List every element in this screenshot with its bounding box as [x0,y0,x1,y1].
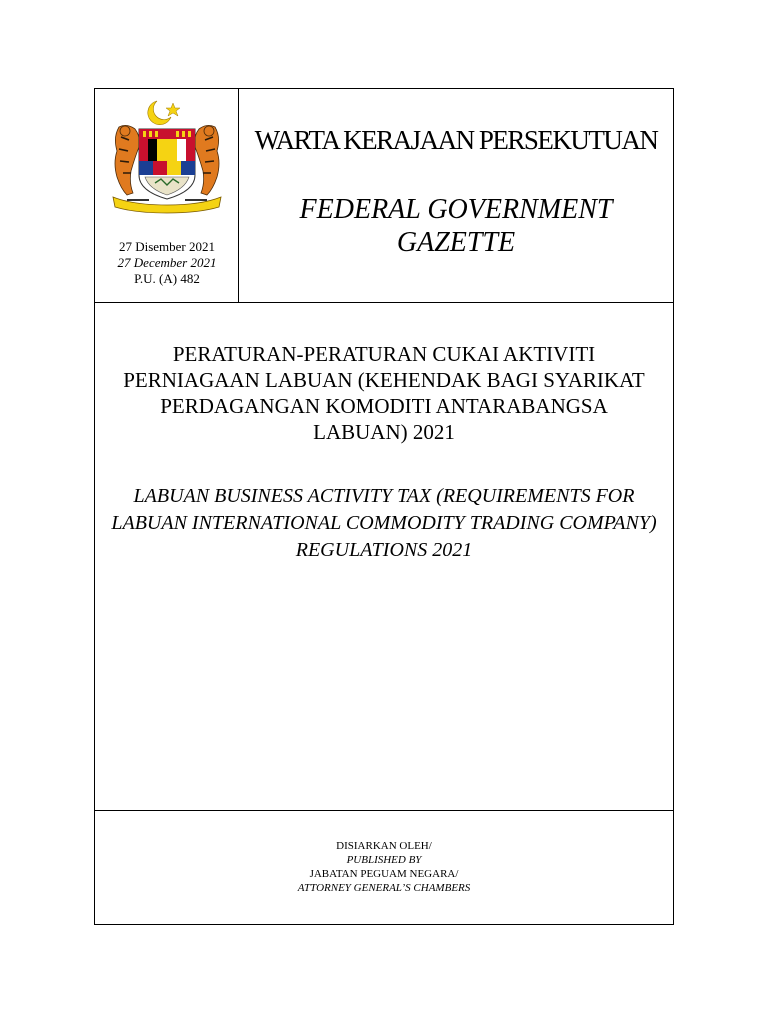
crest-cell [95,89,239,302]
published-by-malay: DISIARKAN OLEH/ [336,840,432,852]
malaysia-coat-of-arms-icon [105,97,229,215]
publisher-malay: JABATAN PEGUAM NEGARA/ [309,868,459,880]
gazette-title-cell [239,89,673,302]
published-by-english: PUBLISHED BY [346,854,422,866]
gazette-header [95,89,673,303]
gazette-title-english: FEDERAL GOVERNMENT GAZETTE [299,194,613,258]
date-malay: 27 Disember 2021 [118,239,216,254]
date-english: 27 December 2021 [117,255,217,270]
gazette-cover-frame [94,88,674,925]
gazette-title-malay: WARTA KERAJAAN PERSEKUTUAN [254,125,658,155]
publisher-english: ATTORNEY GENERAL’S CHAMBERS [297,882,471,894]
regulation-title-english: LABUAN BUSINESS ACTIVITY TAX (REQUIREMENTS FOR LABUAN INTERNATIONAL COMMODITY TRADING COMPANY) REGULATIONS 2021 [111,485,657,561]
gazette-dates [95,239,239,287]
gazette-reference: P.U. (A) 482 [134,271,200,286]
regulation-title-malay: PERATURAN-PERATURAN CUKAI AKTIVITI PERNIAGAAN LABUAN (KEHENDAK BAGI SYARIKAT PERDAGANGAN KOMODITI ANTARABANGSA LABUAN) 2021 [123,342,645,444]
regulation-section [95,303,673,811]
publisher-footer [95,811,673,924]
